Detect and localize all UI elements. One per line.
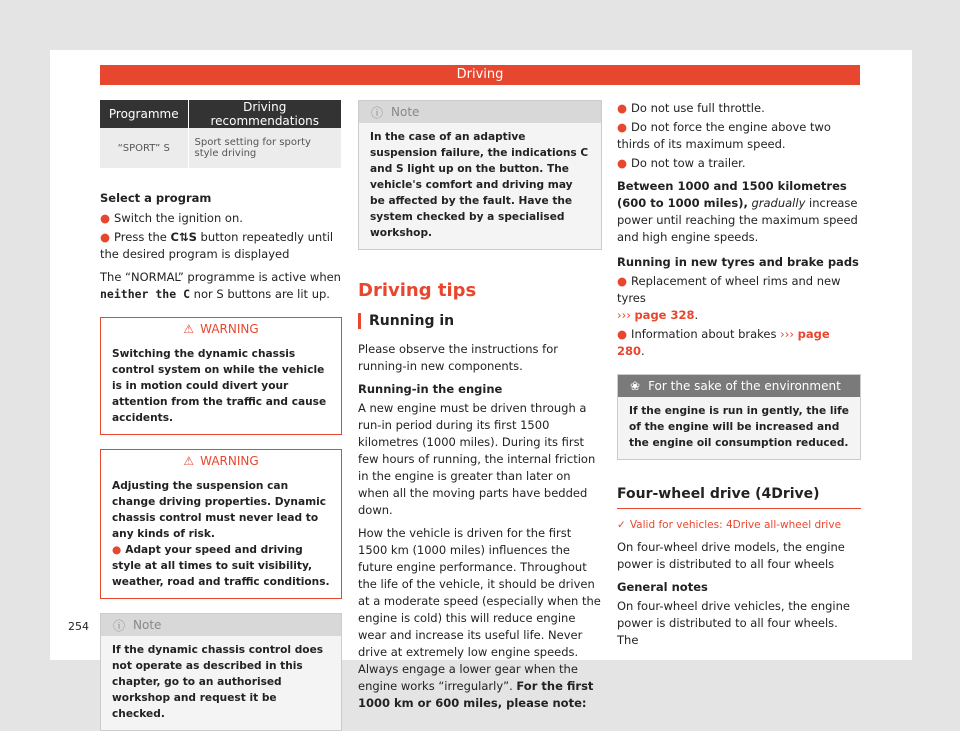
chapter-header: Driving xyxy=(100,65,860,85)
subsection-heading: Running in xyxy=(358,313,602,329)
list-item: ● Do not use full throttle. xyxy=(617,101,765,115)
normal-programme-text: The “NORMAL” programme is active when neither the C nor S buttons are lit up. xyxy=(100,270,341,301)
table-header-recommendations: Driving recommendations xyxy=(188,100,342,128)
warning-text: Adjusting the suspension can change driving properties. Dynamic chassis control must never lead to any kinds of risk. ● Adapt your speed and driving style at all times to suit visibility, weather, road and traffic conditions. xyxy=(112,480,330,588)
section-heading: Four-wheel drive (4Drive) xyxy=(617,486,861,509)
warning-icon: ⚠ xyxy=(183,322,195,336)
column-1 xyxy=(100,100,342,731)
awd-paragraph: On four-wheel drive models, the engine power is distributed to all four wheels xyxy=(617,540,845,571)
warning-icon: ⚠ xyxy=(183,454,195,468)
environment-box xyxy=(617,374,861,460)
note-header: ⓘ Note xyxy=(359,101,601,123)
list-item: ● Switch the ignition on. xyxy=(100,211,243,225)
info-icon: ⓘ xyxy=(371,105,384,120)
note-text: In the case of an adaptive suspension failure, the indications C and S light up on the button. The vehicle's comfort and driving may be affected by the fault. Have the system checked by a specialised workshop. xyxy=(370,131,589,239)
programme-table xyxy=(100,100,342,168)
drive-mode-button-icon: C⇅S xyxy=(170,230,197,244)
between-paragraph: Between 1000 and 1500 kilometres (600 to 1000 miles), gradually increase power until reaching the maximum speed and high engine speeds. xyxy=(617,179,858,244)
page-link[interactable]: page 280 xyxy=(617,327,830,358)
tyres-heading: Running in new tyres and brake pads xyxy=(617,255,859,269)
table-cell-recommendation: Sport setting for sporty style driving xyxy=(188,128,342,168)
warning-header: ⚠ WARNING xyxy=(183,322,259,336)
list-item: ● Do not tow a trailer. xyxy=(617,156,746,170)
list-item: ● Do not force the engine above two thirds of its maximum speed. xyxy=(617,120,831,151)
validity-note: ✓ Valid for vehicles: 4Drive all-wheel drive xyxy=(617,519,842,531)
environment-header: ❀ For the sake of the environment xyxy=(618,375,860,397)
column-2 xyxy=(358,100,602,712)
list-item: ● Information about brakes ››› page 280. xyxy=(617,327,830,358)
engine-heading: Running-in the engine xyxy=(358,382,503,396)
general-heading: General notes xyxy=(617,580,708,594)
page-link[interactable]: page 328 xyxy=(634,308,695,322)
list-item: ● Press the C⇅S button repeatedly until the desired program is displayed xyxy=(100,230,334,261)
environment-text: If the engine is run in gently, the life of the engine will be increased and the engine oil consumption reduced. xyxy=(629,405,849,449)
link-arrow-icon: ››› xyxy=(780,327,794,341)
select-heading: Select a program xyxy=(100,191,212,205)
warning-box xyxy=(100,317,342,435)
intro-text: Please observe the instructions for running-in new components. xyxy=(358,342,558,373)
general-paragraph: On four-wheel drive vehicles, the engine power is distributed to all four wheels. The xyxy=(617,599,850,647)
checkmark-icon: ✓ xyxy=(617,519,626,531)
link-arrow-icon: ››› xyxy=(617,308,631,322)
engine-paragraph: How the vehicle is driven for the first 1500 km (1000 miles) influences the future engine performance. Throughout the life of the vehicle, it should be driven at a moderate speed (especially when the engine is cold) this will reduce engine wear and increase its useful life. Never drive at extremely low engine speeds. Always engage a lower gear when the engine works “irregularly”. For the first 1000 km or 600 miles, please note: xyxy=(358,526,601,710)
engine-paragraph: A new engine must be driven through a run-in period during its first 1500 kilometres (1000 miles). During its first few hours of running, the internal friction in the engine is greater than later on when all the moving parts have bedded down. xyxy=(358,401,596,517)
table-row xyxy=(100,128,342,168)
warning-box xyxy=(100,449,342,599)
table-cell-programme: “SPORT” S xyxy=(100,128,188,168)
leaf-icon: ❀ xyxy=(630,379,641,393)
warning-header: ⚠ WARNING xyxy=(183,454,259,468)
section-heading: Driving tips xyxy=(358,280,477,301)
info-icon: ⓘ xyxy=(113,618,126,633)
page-number: 254 xyxy=(68,620,89,633)
note-text: If the dynamic chassis control does not operate as described in this chapter, go to an authorised workshop and request it be checked. xyxy=(112,644,324,720)
table-header-programme: Programme xyxy=(100,100,188,128)
note-header: ⓘ Note xyxy=(101,614,341,636)
column-3 xyxy=(617,100,861,649)
list-item: ● Replacement of wheel rims and new tyres ››› page 328. xyxy=(617,274,841,322)
table-header-row xyxy=(100,100,342,128)
note-box xyxy=(358,100,602,250)
warning-text: Switching the dynamic chassis control system on while the vehicle is in motion could divert your attention from the traffic and cause accidents. xyxy=(112,348,327,424)
note-box xyxy=(100,613,342,731)
